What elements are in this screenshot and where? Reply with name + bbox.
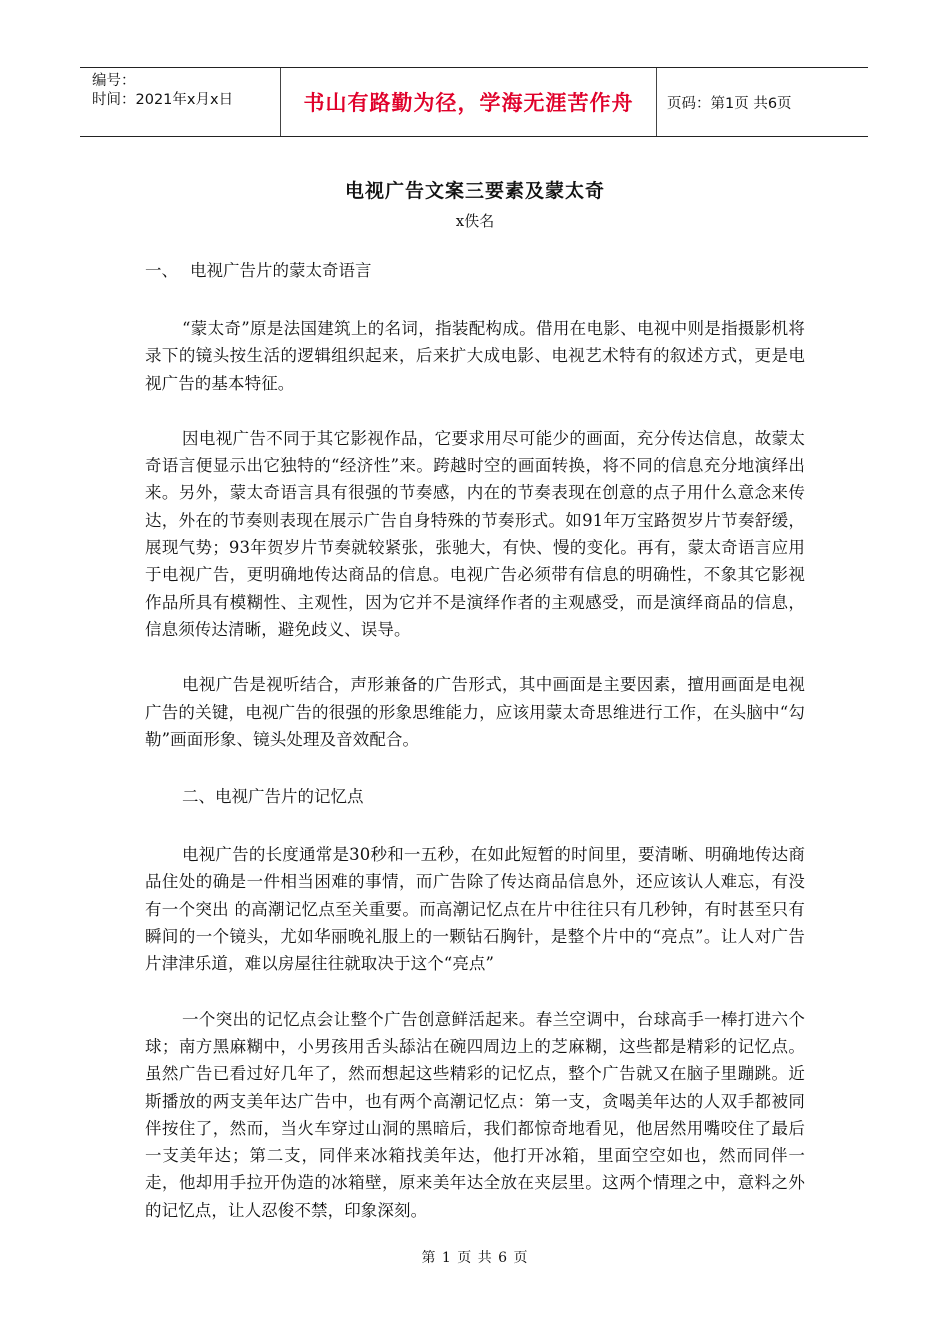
document-body [145, 255, 805, 1252]
section-number-1: 一、 [145, 261, 178, 280]
document-number-label: 编号： [92, 73, 136, 89]
header-motto: 书山有路勤为径，学海无涯苦作舟 [303, 91, 634, 115]
document-author: x佚名 [455, 212, 495, 230]
paragraph: 电视广告是视听结合，声形兼备的广告形式，其中画面是主要因素，擅用画面是电视广告的关键，电视广告的很强的形象思维能力，应该用蒙太奇思维进行工作，在头脑中“勾勒”画面形象、镜头处理及音效配合。 [145, 675, 805, 749]
document-title: 电视广告文案三要素及蒙太奇 [344, 180, 605, 202]
header-page-info: 页码：第1页 共6页 [667, 95, 792, 112]
paragraph: 电视广告的长度通常是30秒和一五秒，在如此短暂的时间里，要清晰、明确地传达商品住处的确是一件相当困难的事情，而广告除了传达商品信息外，还应该认人难忘，有没有一个突出 的高潮记忆点至关重要。而高潮记忆点在片中往往只有几秒钟，有时甚至只有瞬间的一个镜头，尤如华丽晚礼服上的一颗钻石胸针，是整个片中的“亮点”。让人对广告片津津乐道，难以房屋往往就取决于这个“亮点” [145, 845, 805, 974]
header-meta [80, 68, 281, 136]
paragraph: 一个突出的记忆点会让整个广告创意鲜活起来。春兰空调中，台球高手一棒打进六个球；南方黑麻糊中，小男孩用舌头舔沾在碗四周边上的芝麻糊，这些都是精彩的记忆点。虽然广告已看过好几年了，然而想起这些精彩的记忆点，整个广告就又在脑子里蹦跳。近斯播放的两支美年达广告中，也有两个高潮记忆点：第一支，贪喝美年达的人双手都被同伴按住了，然而，当火车穿过山洞的黑暗后，我们都惊奇地看见，他居然用嘴咬住了最后一支美年达；第二支，同伴来冰箱找美年达，他打开冰箱，里面空空如也，然而同伴一走，他却用手拉开伪造的冰箱壁，原来美年达全放在夹层里。这两个情理之中，意料之外的记忆点，让人忍俊不禁，印象深刻。 [145, 1009, 805, 1220]
paragraph: 因电视广告不同于其它影视作品，它要求用尽可能少的画面，充分传达信息，故蒙太奇语言便显示出它独特的“经济性”来。跨越时空的画面转换，将不同的信息充分地演绎出来。另外，蒙太奇语言具有很强的节奏感，内在的节奏表现在创意的点子用什么意念来传达，外在的节奏则表现在展示广告自身特殊的节奏形式。如91年万宝路贺岁片节奏舒缓，展现气势；93年贺岁片节奏就较紧张，张驰大，有快、慢的变化。再有，蒙太奇语言应用于电视广告，更明确地传达商品的信息。电视广告必须带有信息的明确性，不象其它影视作品所具有模糊性、主观性，因为它并不是演绎作者的主观感受，而是演绎商品的信息，信息须传达清晰，避免歧义、误导。 [145, 428, 805, 639]
section-title-1: 电视广告片的蒙太奇语言 [190, 261, 372, 280]
document-date: 时间：2021年x月x日 [92, 92, 234, 108]
document-header [80, 67, 868, 137]
header-page-cell [657, 68, 868, 136]
paragraph: “蒙太奇”原是法国建筑上的名词，指装配构成。借用在电影、电视中则是指摄影机将录下的镜头按生活的逻辑组织起来，后来扩大成电影、电视艺术特有的叙述方式，更是电视广告的基本特征。 [145, 319, 805, 393]
page-footer: 第 1 页 共 6 页 [421, 1250, 529, 1266]
header-motto-cell [281, 68, 657, 136]
section-heading-1 [145, 255, 805, 287]
section-heading-2: 二、电视广告片的记忆点 [182, 787, 364, 807]
